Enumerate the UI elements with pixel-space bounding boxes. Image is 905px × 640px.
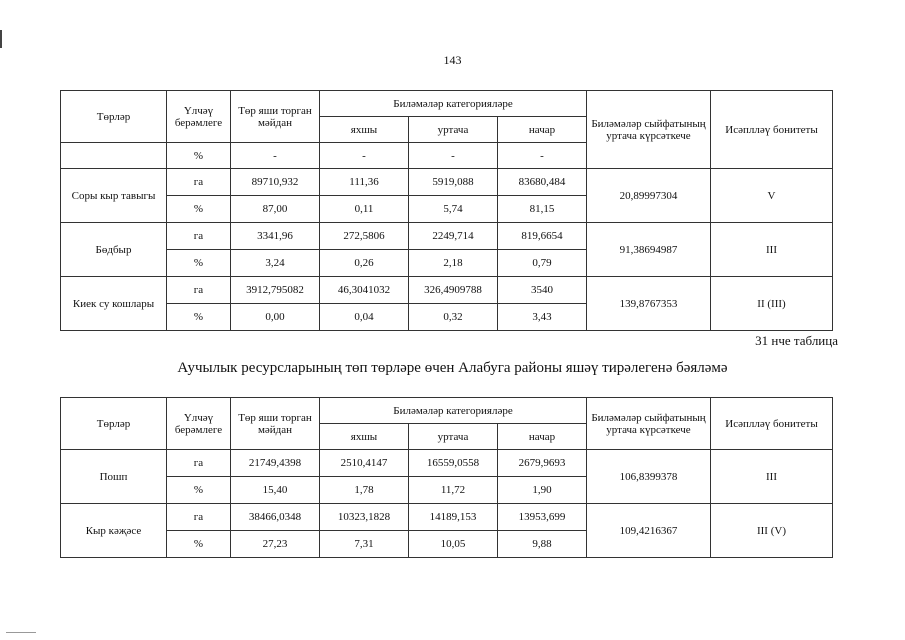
table-row	[61, 169, 833, 196]
good-cell: 7,31	[320, 531, 409, 558]
medium-cell: 11,72	[409, 477, 498, 504]
medium-cell: 10,05	[409, 531, 498, 558]
poor-cell: 9,88	[498, 531, 587, 558]
corner-mark	[6, 632, 36, 633]
margin-mark	[0, 30, 2, 48]
table-row	[61, 277, 833, 304]
unit-cell: га	[167, 169, 231, 196]
medium-cell: 2,18	[409, 250, 498, 277]
area-cell: 3,24	[231, 250, 320, 277]
header-quality: Биләмәләр сыйфатының уртача күрсәткече	[587, 91, 711, 169]
poor-cell: 13953,699	[498, 504, 587, 531]
header-types: Төрләр	[61, 91, 167, 143]
poor-cell: 3540	[498, 277, 587, 304]
quality-cell: 106,8399378	[587, 450, 711, 504]
species-name: Киек су кошлары	[61, 277, 167, 331]
good-cell: 0,04	[320, 304, 409, 331]
medium-cell: 16559,0558	[409, 450, 498, 477]
medium-cell: 14189,153	[409, 504, 498, 531]
area-cell: 15,40	[231, 477, 320, 504]
good-cell: 0,26	[320, 250, 409, 277]
header-unit: Үлчәү берәмлеге	[167, 398, 231, 450]
header-categories: Биләмәләр категорияләре	[320, 91, 587, 117]
header-pct-unit: %	[167, 143, 231, 169]
good-cell: 46,3041032	[320, 277, 409, 304]
unit-cell: %	[167, 196, 231, 223]
species-name: Пошп	[61, 450, 167, 504]
medium-cell: 5,74	[409, 196, 498, 223]
poor-cell: 3,43	[498, 304, 587, 331]
unit-cell: га	[167, 450, 231, 477]
medium-cell: 5919,088	[409, 169, 498, 196]
table-row	[61, 450, 833, 477]
header-quality: Биләмәләр сыйфатының уртача күрсәткече	[587, 398, 711, 450]
header-good: яхшы	[320, 424, 409, 450]
header-types: Төрләр	[61, 398, 167, 450]
medium-cell: 2249,714	[409, 223, 498, 250]
header-blank	[61, 143, 167, 169]
area-cell: 89710,932	[231, 169, 320, 196]
area-cell: 27,23	[231, 531, 320, 558]
bonitet-cell: III (V)	[711, 504, 833, 558]
area-cell: 0,00	[231, 304, 320, 331]
poor-cell: 2679,9693	[498, 450, 587, 477]
poor-cell: 81,15	[498, 196, 587, 223]
good-cell: 111,36	[320, 169, 409, 196]
quality-cell: 91,38694987	[587, 223, 711, 277]
quality-cell: 109,4216367	[587, 504, 711, 558]
species-name: Соры кыр тавыгы	[61, 169, 167, 223]
header-bonitet: Исәплләү бонитеты	[711, 398, 833, 450]
quality-cell: 20,89997304	[587, 169, 711, 223]
header-pct-poor: -	[498, 143, 587, 169]
table-row	[61, 504, 833, 531]
medium-cell: 0,32	[409, 304, 498, 331]
unit-cell: %	[167, 250, 231, 277]
header-poor: начар	[498, 117, 587, 143]
good-cell: 272,5806	[320, 223, 409, 250]
header-poor: начар	[498, 424, 587, 450]
header-pct-area: -	[231, 143, 320, 169]
area-cell: 21749,4398	[231, 450, 320, 477]
good-cell: 10323,1828	[320, 504, 409, 531]
header-good: яхшы	[320, 117, 409, 143]
table-row	[61, 223, 833, 250]
header-medium: уртача	[409, 117, 498, 143]
area-cell: 38466,0348	[231, 504, 320, 531]
unit-cell: %	[167, 304, 231, 331]
bonitet-cell: V	[711, 169, 833, 223]
header-categories: Биләмәләр категорияләре	[320, 398, 587, 424]
page-number: 143	[443, 53, 462, 67]
bonitet-cell: II (III)	[711, 277, 833, 331]
poor-cell: 0,79	[498, 250, 587, 277]
table-habitat-mammals	[60, 397, 833, 558]
poor-cell: 1,90	[498, 477, 587, 504]
table-number: 31 нче таблица	[755, 333, 838, 348]
species-name: Бөдбыр	[61, 223, 167, 277]
unit-cell: га	[167, 504, 231, 531]
good-cell: 0,11	[320, 196, 409, 223]
header-medium: уртача	[409, 424, 498, 450]
area-cell: 87,00	[231, 196, 320, 223]
good-cell: 1,78	[320, 477, 409, 504]
medium-cell: 326,4909788	[409, 277, 498, 304]
header-pct-good: -	[320, 143, 409, 169]
bonitet-cell: III	[711, 223, 833, 277]
unit-cell: га	[167, 277, 231, 304]
table-title: Аучылык ресурсларының төп төрләре өчен Алабуга районы яшәү тирәлегенә бәяләмә	[177, 360, 728, 376]
area-cell: 3912,795082	[231, 277, 320, 304]
species-name: Кыр кәҗәсе	[61, 504, 167, 558]
bonitet-cell: III	[711, 450, 833, 504]
good-cell: 2510,4147	[320, 450, 409, 477]
unit-cell: га	[167, 223, 231, 250]
table-habitat-birds	[60, 90, 833, 331]
poor-cell: 83680,484	[498, 169, 587, 196]
header-bonitet: Исәплләү бонитеты	[711, 91, 833, 169]
area-cell: 3341,96	[231, 223, 320, 250]
header-area: Төр яши торган мәйдан	[231, 91, 320, 143]
unit-cell: %	[167, 477, 231, 504]
poor-cell: 819,6654	[498, 223, 587, 250]
quality-cell: 139,8767353	[587, 277, 711, 331]
header-unit: Үлчәү берәмлеге	[167, 91, 231, 143]
header-pct-medium: -	[409, 143, 498, 169]
unit-cell: %	[167, 531, 231, 558]
header-area: Төр яши торган мәйдан	[231, 398, 320, 450]
